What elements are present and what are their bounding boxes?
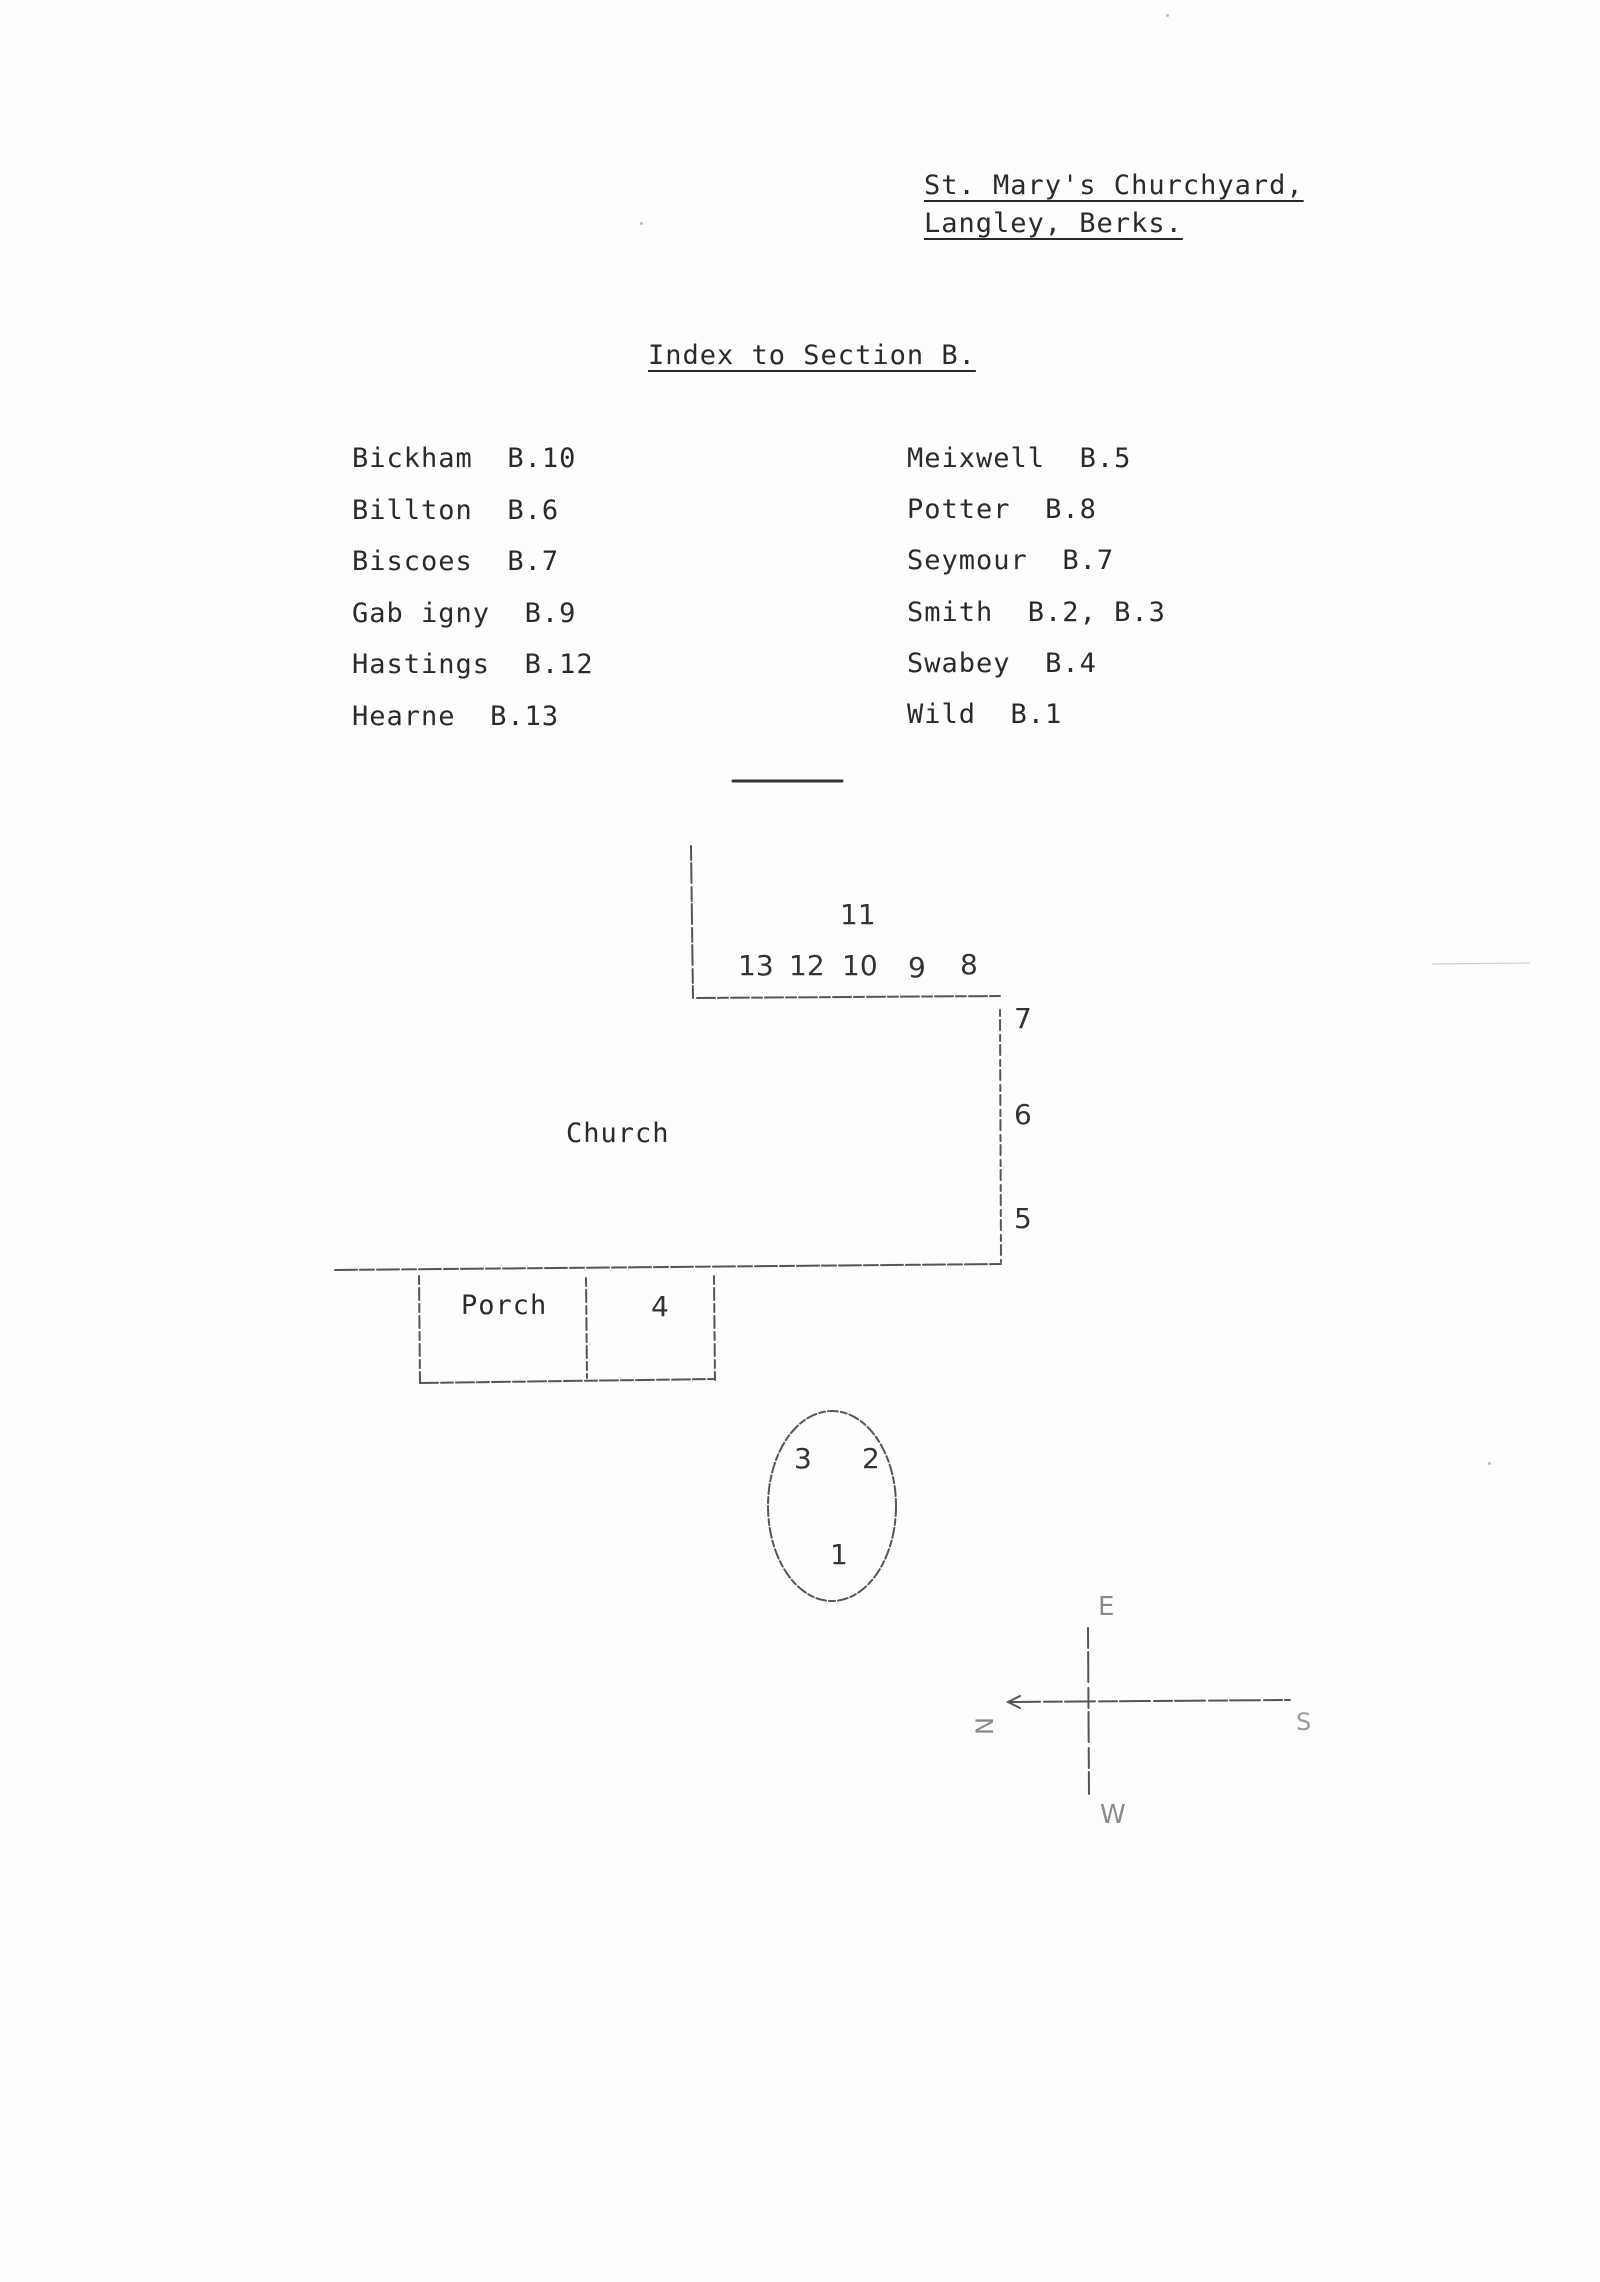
plot-number: 13 [738, 949, 774, 982]
index-ref: B.5 [1079, 443, 1132, 474]
index-ref: B.8 [1045, 494, 1097, 525]
index-ref: B.7 [507, 546, 560, 577]
index-title: Index to Section B. [648, 340, 976, 371]
index-ref: B.2, B.3 [1027, 597, 1166, 628]
plot-number: 11 [840, 898, 876, 931]
index-name: Billton [352, 495, 473, 526]
plot-number: 6 [1014, 1098, 1032, 1131]
plot-number: 12 [789, 949, 825, 982]
index-name: Bickham [352, 443, 473, 474]
compass-vertical-line [1088, 1628, 1089, 1794]
index-name: Swabey [907, 648, 1011, 679]
index-name: Hastings [352, 649, 491, 680]
header-line-1: St. Mary's Churchyard, [924, 170, 1304, 201]
porch-label: Porch [461, 1290, 548, 1321]
porch-wall [586, 1278, 587, 1378]
index-ref: B.10 [507, 443, 577, 474]
church-wall [1000, 1010, 1001, 1262]
header-line-2: Langley, Berks. [924, 208, 1183, 239]
porch-wall [419, 1276, 420, 1383]
plot-number: 1 [830, 1538, 848, 1571]
index-ref: B.6 [507, 495, 560, 526]
index-ref: B.13 [490, 701, 560, 732]
index-name: Gab igny [352, 598, 491, 629]
index-name: Biscoes [352, 546, 473, 577]
church-label: Church [566, 1118, 670, 1149]
index-ref: B.4 [1045, 648, 1097, 679]
porch-wall [420, 1379, 715, 1383]
index-ref: B.7 [1062, 545, 1115, 576]
plot-number: 9 [908, 951, 926, 984]
plot-number: 5 [1014, 1202, 1032, 1235]
plot-oval [768, 1411, 896, 1601]
index-ref: B.1 [1010, 699, 1063, 730]
compass-north-label: N [970, 1717, 999, 1735]
plot-number: 2 [862, 1442, 880, 1475]
plot-number: 7 [1014, 1002, 1032, 1035]
index-ref: B.9 [524, 598, 577, 629]
compass-south-label: S [1296, 1708, 1312, 1736]
church-wall [335, 1264, 1001, 1270]
plot-number: 3 [794, 1442, 812, 1475]
church-wall [691, 846, 693, 998]
compass-east-label: E [1098, 1592, 1115, 1622]
index-name: Seymour [907, 545, 1028, 576]
plot-number: 8 [960, 948, 978, 981]
porch-wall [714, 1276, 715, 1380]
index-name: Meixwell [907, 443, 1046, 474]
index-name: Wild [907, 699, 977, 730]
plot-number: 10 [842, 949, 878, 982]
index-ref: B.12 [524, 649, 594, 680]
index-name: Smith [907, 597, 994, 628]
plot-number: 4 [651, 1290, 669, 1323]
index-name: Potter [907, 494, 1011, 525]
church-wall [697, 996, 1000, 998]
compass-horizontal-line [1010, 1700, 1290, 1702]
compass-west-label: W [1100, 1800, 1126, 1830]
index-name: Hearne [352, 701, 456, 732]
